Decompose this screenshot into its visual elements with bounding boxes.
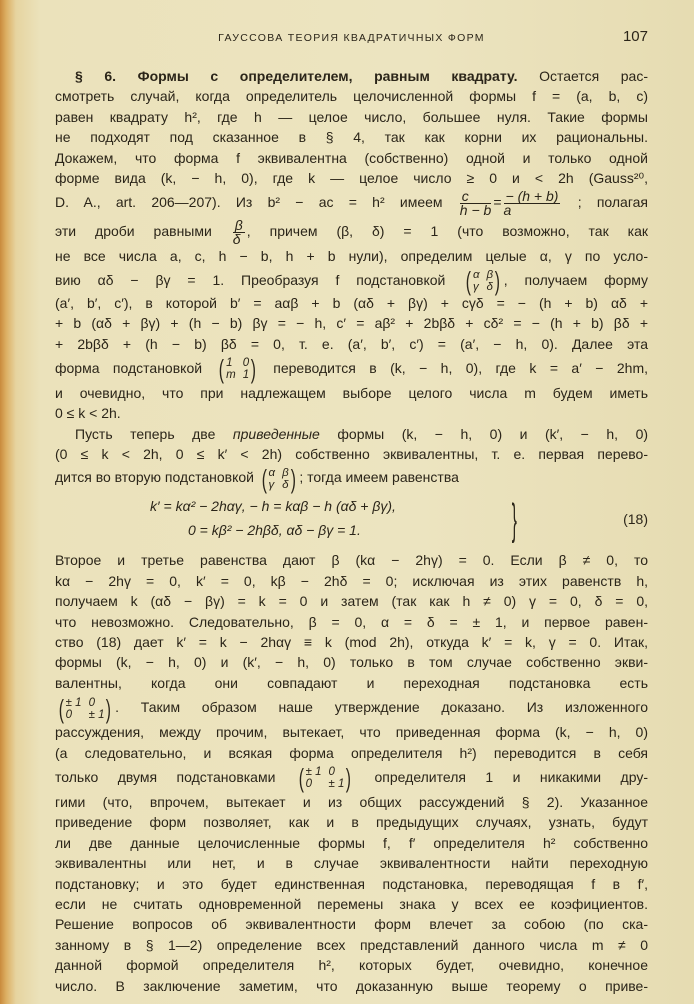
text-line (55, 188, 648, 217)
matrix-entry: ± 1 (305, 766, 322, 779)
matrix-entry: 0 (328, 766, 335, 779)
text-line: kα − 2hγ = 0, k′ = 0, kβ − 2hδ = 0; исключая из этих равенств h, (55, 572, 648, 589)
text-line: что невозможно. Следовательно, β = 0, α = δ = ± 1, и первое равен- (55, 613, 648, 630)
text-line: формы (k, − h, 0) и (k′, − h, 0) только в том случае собственно экви- (55, 654, 648, 671)
substitution-matrix: ( ± 1 0 0 ± 1 ) (298, 763, 352, 794)
matrix-entry: γ (268, 478, 275, 491)
numerator: − (h + b) (505, 188, 559, 205)
matrix-entry: 0 (305, 778, 312, 791)
equation-line: 0 = kβ² − 2hβδ, αδ − βγ = 1. (188, 522, 361, 539)
equation-line: k′ = kα² − 2hαγ, − h = kαβ − h (αδ + βγ), (150, 498, 396, 515)
emphasis: приведенные (232, 425, 320, 442)
section-heading: § 6. Формы с определителем, равным квадрату. (75, 68, 518, 84)
text-line (55, 463, 648, 494)
matrix-entry: δ (282, 478, 289, 491)
text-span: , получаем форму (503, 271, 649, 288)
text-line (55, 424, 648, 444)
text-line: 0 ≤ k < 2h. (55, 405, 121, 422)
matrix-entry: β (282, 466, 289, 479)
numerator: c (460, 190, 492, 204)
text-line: данной формой определителя h², которых будет, очевидно, конечное (55, 957, 648, 974)
substitution-matrix: ( α β γ δ ) (261, 463, 296, 494)
text-line: ство (18) дает k′ = k − 2hαγ ≡ k (mod 2h), откуда k′ = k, γ = 0. Итак, (55, 634, 648, 651)
matrix-entry: m (226, 369, 236, 382)
text-span: . Таким образом наше утверждение доказано. Из изложенного (115, 699, 648, 716)
text-line: эквивалентны или нет, и в случае эквивалентности найти переходную (55, 855, 648, 872)
text-line: Докажем, что форма f эквивалентна (собственно) одной и только одной (55, 149, 648, 166)
text-line: если не считать одновременной перемены знака у всех ее коэфициентов. (55, 895, 648, 912)
fraction (233, 219, 245, 246)
substitution-matrix: ( 1 0 m 1 ) (219, 354, 257, 385)
text-line: подстановку; и это будет единственная подстановка, переводящая f в f′, (55, 875, 648, 892)
text-span: Пусть теперь две (75, 425, 216, 442)
matrix-entry: 1 (242, 369, 250, 382)
text-line (55, 763, 648, 792)
text-line: + b (αδ + βγ) + (h − b) βγ = − h, c′ = aβ² + 2bβδ + cδ² = − (h + b) βδ + (55, 315, 648, 332)
running-header (55, 28, 648, 48)
matrix-entry: α (268, 466, 276, 479)
denominator: δ (232, 231, 241, 248)
text-line (55, 354, 648, 383)
text-line: Второе и третье равенства дают β (kα − 2hγ) = 0. Если β ≠ 0, то (55, 552, 648, 569)
matrix-entry: 0 (65, 708, 73, 721)
denominator: a (503, 202, 512, 219)
running-title: ГАУССОВА ТЕОРИЯ КВАДРАТИЧНЫХ ФОРМ (218, 32, 485, 44)
text-line: не подходят под сказанное в § 4, так как корни их рациональны. (55, 129, 648, 146)
text-line: валентны, когда они совпадают и переходная подстановка есть (55, 674, 648, 691)
text-line: число. В заключение заметим, что доказанную выше теорему о приве- (55, 977, 648, 994)
text-span: только двумя подстановками (55, 768, 276, 785)
matrix-entry: 0 (242, 357, 250, 370)
text-span: ; тогда имеем равенства (299, 469, 459, 486)
text-line: приведение форм позволяет, как и в предыдущих случаях, узнать, будут (55, 814, 648, 831)
text-line: (0 ≤ k < 2h, 0 ≤ k′ < 2h) собственно эквивалентны, т. е. первая перево- (55, 446, 648, 463)
text-line: равен квадрату h², где h — целое число, большее нуля. Такие формы (55, 108, 648, 125)
text-line: (a′, b′, c′), в которой b′ = aαβ + b (αδ + βγ) + cγδ = − (h + b) αδ + (55, 294, 648, 311)
matrix-entry: ± 1 (328, 778, 345, 791)
text-span: дится во вторую подстановкой (55, 469, 254, 486)
text-line: и очевидно, что при надлежащем выборе целого числа m будем иметь (55, 384, 648, 401)
page-number: 107 (622, 28, 648, 45)
text-span: вию αδ − βγ = 1. Преобразуя f подстановкой (55, 271, 446, 288)
text-span: формы (k, − h, 0) и (k′, − h, 0) (337, 425, 649, 442)
text-line: занному в § 1—2) определение всех представлений данного числа m ≠ 0 (55, 936, 648, 953)
text-line (55, 217, 648, 246)
matrix-entry: δ (486, 281, 493, 294)
fraction (460, 190, 492, 217)
equation-number: (18) (623, 511, 648, 528)
text-line: гими (что, впрочем, вытекает и из общих рассуждений § 2). Указанное (55, 793, 648, 810)
text-line: + 2bβδ + (h − b) βδ = 0, т. е. (a′, b′, c′) = (a′, − h, 0). Далее эта (55, 335, 648, 352)
text-span: переводится в (k, − h, 0), где k = a′ − 2hm, (273, 359, 649, 376)
text-line: Решение вопросов об эквивалентности форм влечет за собою (по ска- (55, 916, 648, 933)
text-line: получаем k (αδ − βγ) = k = 0 и затем (так как h ≠ 0) γ = 0, δ = 0, (55, 593, 648, 610)
text-span: ; полагая (577, 194, 649, 211)
matrix-entry: ± 1 (65, 696, 82, 709)
matrix-entry: ± 1 (88, 708, 105, 721)
text-line: рассуждения, между прочим, вытекает, что приведенная форма (k, − h, 0) (55, 724, 648, 741)
text-line: не все числа a, c, h − b, h + b нули), определим целые α, γ по усло- (55, 248, 648, 265)
right-brace: } (511, 495, 517, 545)
text-line: смотреть случай, когда определитель целочисленной формы f = (a, b, c) (55, 88, 648, 105)
matrix-entry: 0 (88, 696, 95, 709)
text-span: Остается рас- (517, 68, 648, 84)
text-span: эти дроби равными (55, 223, 212, 240)
equals: = (493, 194, 502, 211)
text-line (55, 266, 649, 297)
matrix-entry: β (486, 269, 494, 282)
numerator: β (234, 217, 243, 234)
text-line: форме вида (k, − h, 0), где k — целое число ≥ 0 и < 2h (Gauss²⁰, (55, 169, 648, 186)
equation-18 (55, 496, 648, 546)
matrix-entry: 1 (226, 357, 233, 370)
denominator: h − b (459, 202, 492, 219)
substitution-matrix: ( ± 1 0 0 ± 1 ) (58, 693, 112, 724)
text-line (55, 693, 648, 722)
matrix-entry: γ (472, 281, 479, 294)
fraction (504, 190, 561, 217)
substitution-matrix: ( α β γ δ ) (466, 266, 501, 297)
text-line: (а следовательно, и всякая форма определителя h²) переводится в себя (55, 744, 648, 761)
text-line: ли две данные целочисленные формы f, f′ определителя h² собственно (55, 834, 648, 851)
text-line (55, 66, 648, 86)
page-body (55, 66, 648, 996)
text-span: D. A., art. 206—207). Из b² − ac = h² имеем (55, 194, 443, 211)
text-span: , причем (β, δ) = 1 (что возможно, так как (246, 223, 648, 240)
text-span: форма подстановкой (55, 359, 203, 376)
text-span: определителя 1 и никакими дру- (374, 768, 649, 785)
matrix-entry: α (472, 269, 480, 282)
